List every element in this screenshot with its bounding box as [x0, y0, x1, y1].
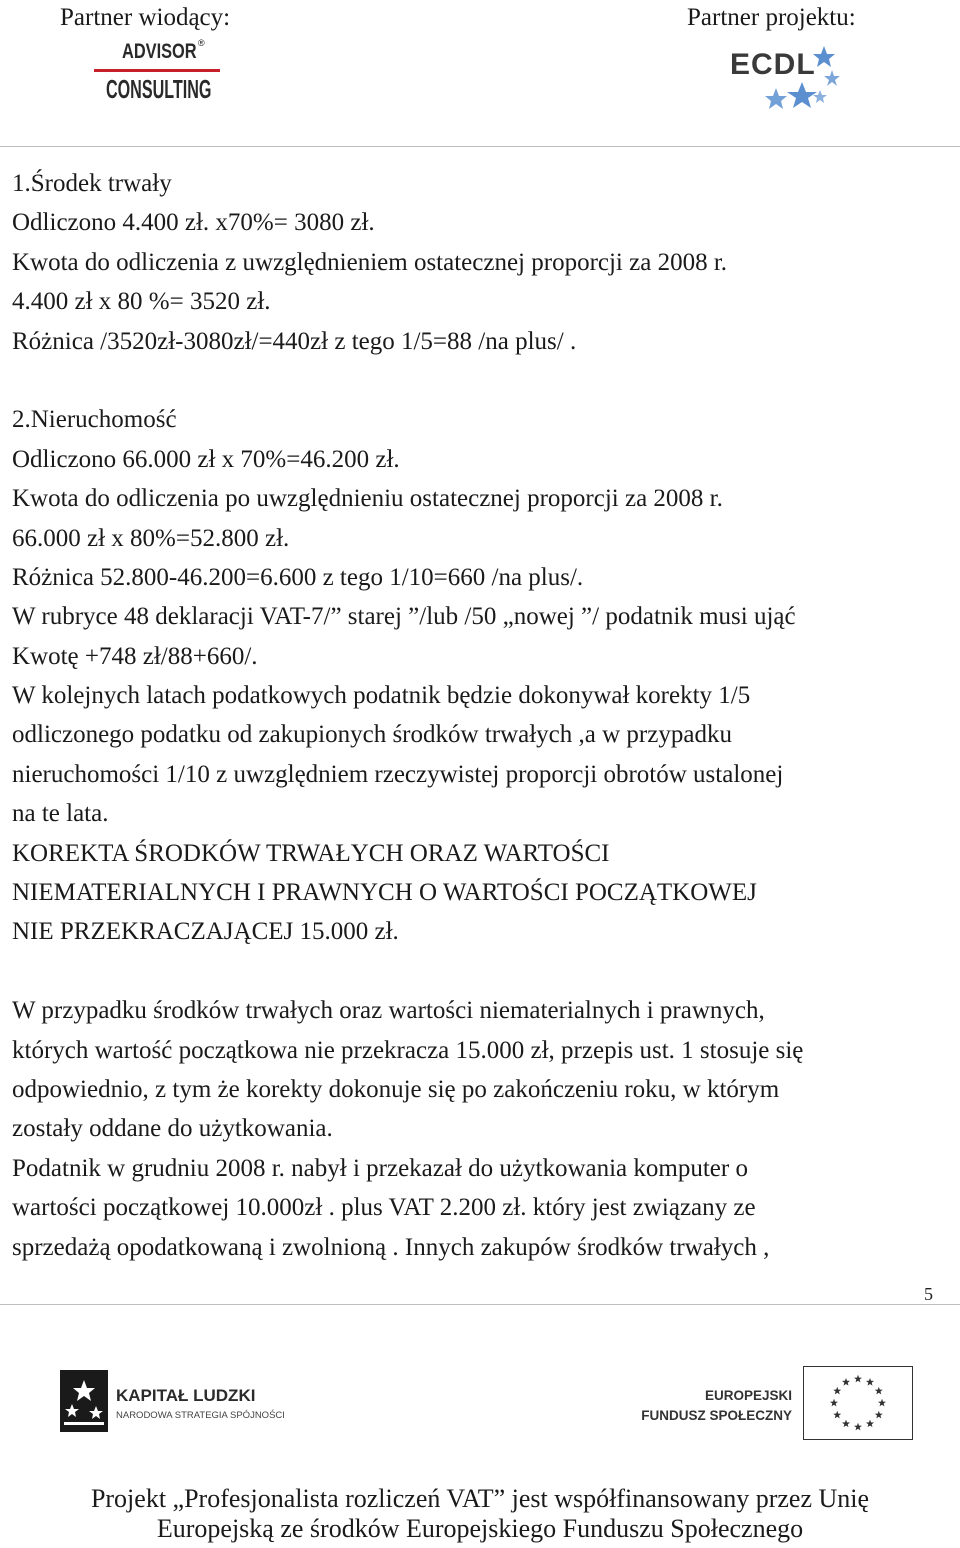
- advisor-consulting-logo: [94, 38, 224, 112]
- footer-line2: Europejską ze środków Europejskiego Funduszu Społecznego: [156, 1514, 804, 1543]
- body-line: Odliczono 66.000 zł x 70%=46.200 zł.: [12, 445, 400, 473]
- eu-star: [878, 1399, 886, 1407]
- eu-star: [833, 1411, 841, 1419]
- body-line: 2.Nieruchomość: [12, 406, 177, 434]
- advisor-logo-red-bar: [94, 69, 220, 72]
- ecdl-stars-icon: [724, 40, 844, 112]
- body-line: 66.000 zł x 80%=52.800 zł.: [12, 524, 290, 552]
- eu-star: [842, 1420, 850, 1428]
- body-line: Kwota do odliczenia z uwzględnieniem ostatecznej proporcji za 2008 r.: [12, 248, 728, 276]
- body-line: W kolejnych latach podatkowych podatnik będzie dokonywał korekty 1/5: [12, 682, 751, 710]
- body-line: na te lata.: [12, 800, 109, 828]
- body-line: Różnica /3520zł-3080zł/=440zł z tego 1/5=88 /na plus/ .: [12, 327, 577, 355]
- footer-divider: [0, 1304, 960, 1305]
- body-line: 1.Środek trwały: [12, 170, 172, 197]
- page-number: 5: [924, 1284, 933, 1304]
- body-line: W rubryce 48 deklaracji VAT-7/” starej ”/lub /50 „nowej ”/ podatnik musi ująć: [12, 603, 796, 631]
- body-line: odpowiednio, z tym że korekty dokonuje się po zakończeniu roku, w którym: [12, 1075, 780, 1103]
- kapital-ludzki-title: KAPITAŁ LUDZKI: [116, 1386, 256, 1405]
- section-heading-line: NIE PRZEKRACZAJĄCEJ 15.000 zł.: [12, 918, 399, 946]
- project-partner-label: Partner projektu:: [687, 4, 856, 31]
- eu-star: [866, 1420, 874, 1428]
- lead-partner-label: Partner wiodący:: [60, 4, 231, 31]
- eu-flag-icon: [803, 1366, 913, 1440]
- eu-star: [842, 1378, 850, 1386]
- body-line: wartości początkowej 10.000zł . plus VAT 2.200 zł. który jest związany ze: [12, 1194, 756, 1222]
- eu-star: [866, 1378, 874, 1386]
- advisor-logo-line1: ADVISOR: [122, 40, 197, 63]
- ecdl-logo-text: ECDL: [730, 48, 816, 81]
- eu-star: [854, 1375, 862, 1383]
- body-line: odliczonego podatku od zakupionych środków trwałych ,a w przypadku: [12, 721, 732, 749]
- eu-fund-line1: EUROPEJSKI: [704, 1388, 792, 1403]
- body-line: 4.400 zł x 80 %= 3520 zł.: [12, 288, 271, 316]
- body-line: zostały oddane do użytkowania.: [12, 1115, 333, 1143]
- eu-star: [830, 1399, 838, 1407]
- body-line: Odliczono 4.400 zł. x70%= 3080 zł.: [12, 209, 375, 237]
- footer-cofinancing-note: [0, 1484, 960, 1544]
- footer-line1: Projekt „Profesjonalista rozliczeń VAT” jest współfinansowany przez Unię: [90, 1484, 870, 1513]
- kapital-ludzki-logo: [56, 1366, 296, 1436]
- body-line: sprzedażą opodatkowaną i zwolnioną . Innych zakupów środków trwałych ,: [12, 1233, 770, 1261]
- kapital-ludzki-emblem-icon: [56, 1366, 112, 1436]
- eu-star: [875, 1411, 883, 1419]
- body-line: Kwotę +748 zł/88+660/.: [12, 642, 258, 670]
- eu-star: [854, 1423, 862, 1431]
- header-divider: [0, 146, 960, 147]
- body-line: W przypadku środków trwałych oraz wartości niematerialnych i prawnych,: [12, 997, 765, 1025]
- advisor-logo-reg-mark: ®: [198, 38, 205, 48]
- document-body: [12, 164, 942, 1267]
- ecdl-logo: [724, 40, 844, 112]
- body-line: nieruchomości 1/10 z uwzględniem rzeczywistej proporcji obrotów ustalonej: [12, 760, 784, 788]
- body-line: Różnica 52.800-46.200=6.600 z tego 1/10=660 /na plus/.: [12, 563, 584, 591]
- eu-fund-logo-text: [632, 1386, 792, 1426]
- eu-star: [875, 1387, 883, 1395]
- section-heading-line: KOREKTA ŚRODKÓW TRWAŁYCH ORAZ WARTOŚCI: [12, 839, 610, 867]
- eu-stars-circle-icon: [804, 1367, 912, 1439]
- eu-star: [833, 1387, 841, 1395]
- body-line: [12, 952, 942, 991]
- body-line: Kwota do odliczenia po uwzględnieniu ostatecznej proporcji za 2008 r.: [12, 485, 723, 513]
- section-heading-line: NIEMATERIALNYCH I PRAWNYCH O WARTOŚCI POCZĄTKOWEJ: [12, 879, 757, 907]
- body-line: Podatnik w grudniu 2008 r. nabył i przekazał do użytkowania komputer o: [12, 1154, 748, 1182]
- body-line: [12, 361, 942, 400]
- eu-fund-line2: FUNDUSZ SPOŁECZNY: [641, 1408, 792, 1423]
- body-line: których wartość początkowa nie przekracza 15.000 zł, przepis ust. 1 stosuje się: [12, 1036, 804, 1064]
- kapital-ludzki-subtitle: NARODOWA STRATEGIA SPÓJNOŚCI: [116, 1410, 285, 1421]
- advisor-logo-line2: CONSULTING: [106, 74, 212, 104]
